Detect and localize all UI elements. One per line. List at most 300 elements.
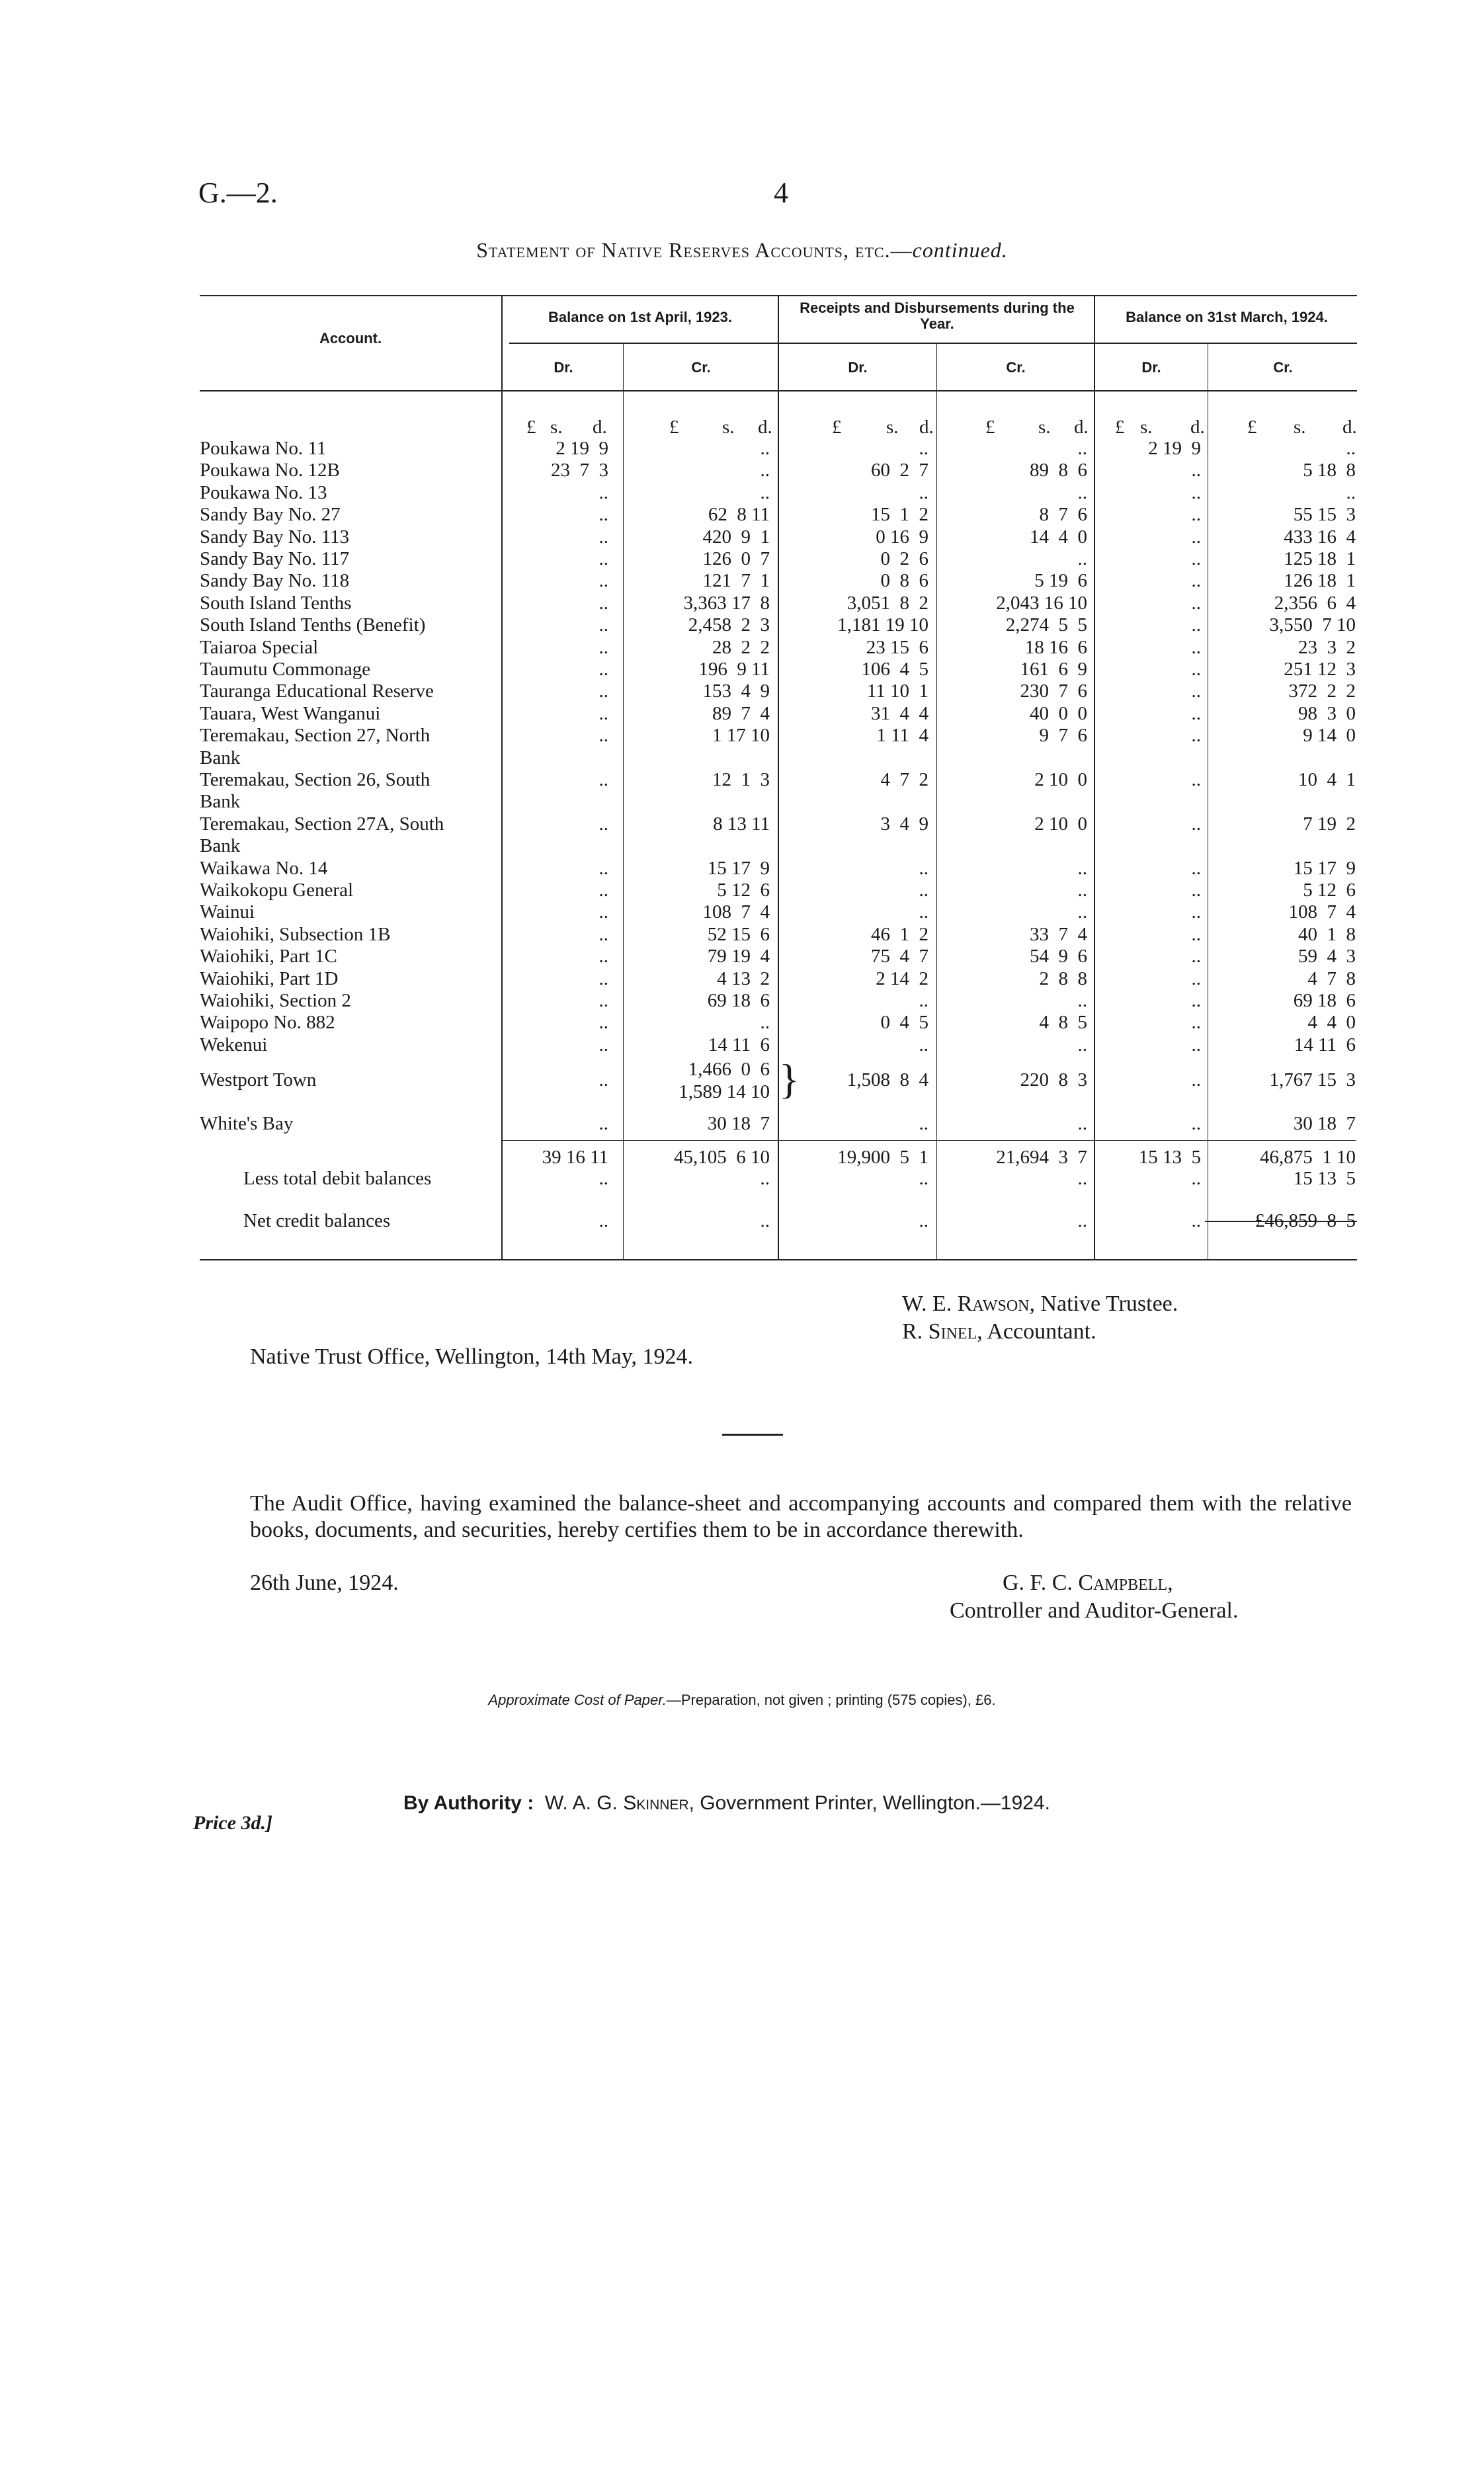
table-cell: .. [1191,548,1201,569]
table-cell: .. [598,614,608,636]
table-cell: .. [919,880,928,901]
row-label-text: Tauranga Educational Reserve [200,680,434,702]
table-cell: 89 8 6 [1030,460,1087,481]
row-label-text: Waiohiki, Part 1C [200,946,337,967]
table-cell: 10 4 1 [1298,769,1356,790]
table-cell: 60 2 7 [871,460,928,481]
table-cell: 14 11 6 [1294,1034,1356,1055]
table-cell: 2,274 5 5 [1005,614,1087,636]
table-cell: 0 4 5 [880,1012,928,1034]
table-cell: 40 1 8 [1298,923,1356,945]
table-cell: 126 0 7 [702,548,770,569]
row-label-continued: Bank [200,835,241,857]
table-cell: 54 9 6 [1030,946,1087,967]
table-cell: 433 16 4 [1284,526,1356,548]
table-cell: .. [1191,880,1201,901]
subhead-dr: Dr. [848,359,868,376]
brace-mark: } [779,1055,800,1103]
table-cell: 2,356 6 4 [1274,592,1356,614]
table-cell: .. [1191,659,1201,680]
unit-label: d. [1342,417,1357,438]
table-cell: 1,508 8 4 [846,1069,928,1091]
table-cell: .. [1191,901,1201,923]
table-cell: 23 3 2 [1298,636,1356,658]
audit-certificate: The Audit Office, having examined the balance-sheet and accompanying accounts and compared them with the relative books, documents, and securities, hereby certifies them to be in accordance therewith. [250,1491,1352,1542]
row-label-text: Sandy Bay No. 118 [200,570,350,592]
table-cell: 108 7 4 [1288,901,1356,923]
col-divider [623,343,624,1259]
table-cell: .. [1191,460,1201,481]
table-cell: .. [598,659,608,680]
net-label: Net credit balances [243,1210,391,1231]
table-cell: 45,105 6 10 [674,1147,770,1168]
unit-label: d. [919,417,934,438]
authority-label: By Authority : [403,1792,534,1814]
accountant-signature [902,1319,1096,1345]
table-cell: 28 2 2 [712,636,770,658]
row-label [200,946,497,967]
table-cell: .. [919,1113,928,1135]
table-cell: .. [598,592,608,614]
table-bottom-rule [200,1259,1357,1260]
table-cell: .. [1077,857,1087,879]
unit-label: s. [1294,417,1306,438]
table-cell: .. [760,1210,770,1231]
auditor-name [1003,1570,1173,1596]
table-cell: 196 9 11 [698,659,770,680]
table-cell: .. [598,769,608,790]
table-cell: 4 13 2 [717,967,770,989]
table-cell: .. [1077,438,1087,459]
row-label [200,901,497,923]
col-divider [501,295,503,1259]
row-label [200,769,497,790]
table-cell: .. [1191,481,1201,503]
auditor-title: Controller and Auditor-General. [950,1598,1239,1623]
table-cell: .. [1191,813,1201,835]
row-label-text: Wekenui [200,1034,268,1055]
row-label [200,548,497,569]
row-label-text: Teremakau, Section 27, North [200,725,431,747]
table-cell: .. [598,880,608,901]
row-label [200,880,497,901]
table-cell: 1,589 14 10 [679,1081,770,1103]
subhead-cr: Cr. [691,359,711,376]
unit-label: £ [669,417,679,438]
table-cell: 2 8 8 [1039,967,1087,989]
table-cell: 5 12 6 [1303,880,1356,901]
table-cell: 62 8 11 [708,504,770,526]
document-reference: G.—2. [198,177,278,209]
unit-label: £ [526,417,536,438]
cost-label: Approximate Cost of Paper. [488,1692,667,1708]
row-label [200,968,497,989]
table-cell: .. [598,702,608,724]
table-cell: .. [919,438,928,459]
row-label-text: Tauara, West Wanganui [200,702,381,724]
table-cell: 30 18 7 [1293,1113,1356,1135]
table-cell: .. [1191,923,1201,945]
office-line: Native Trust Office, Wellington, 14th May, 1924. [250,1344,693,1369]
table-cell: .. [1191,1012,1201,1034]
table-cell: .. [598,923,608,945]
table-cell: 126 18 1 [1284,570,1356,592]
table-cell: .. [1346,481,1356,503]
row-label [200,1113,497,1134]
table-cell: 372 2 2 [1288,680,1356,702]
table-cell: 14 4 0 [1030,526,1087,548]
table-cell: 153 4 9 [702,680,770,702]
trustee-signature [902,1291,1178,1317]
table-cell: 1 11 4 [876,725,928,747]
price: Price 3d.] [193,1812,272,1834]
subhead-cr: Cr. [1273,359,1293,376]
table-cell: 14 11 6 [708,1034,770,1055]
cost-note [0,1692,1484,1709]
table-cell: 23 15 6 [866,636,928,658]
table-cell: 15 13 5 [1293,1168,1356,1189]
table-cell: 108 7 4 [702,901,770,923]
table-cell: .. [1191,1210,1201,1231]
row-label-text: Waiohiki, Subsection 1B [200,923,391,945]
unit-label: d. [758,417,772,438]
table-cell: 69 18 6 [707,990,770,1011]
table-cell: .. [919,1168,928,1189]
table-cell: 5 18 8 [1303,460,1356,481]
row-label-text: Waipopo No. 882 [200,1012,335,1034]
table-cell: .. [1191,570,1201,592]
row-label [200,482,497,503]
table-cell: .. [598,680,608,702]
subhead-cr: Cr. [1006,359,1026,376]
table-cell: .. [919,481,928,503]
table-cell: 2 14 2 [876,967,928,989]
table-cell: .. [1191,1113,1201,1135]
table-cell: 125 18 1 [1284,548,1356,569]
table-cell: 12 1 3 [712,769,770,790]
less-label: Less total debit balances [243,1168,432,1189]
table-cell: 59 4 3 [1298,946,1356,967]
row-label-text: Wainui [200,901,255,923]
table-cell: 9 7 6 [1039,725,1087,747]
row-label-text: Westport Town [200,1069,317,1091]
table-cell: .. [919,1034,928,1055]
subhead-dr: Dr. [1141,359,1161,376]
table-cell: 9 14 0 [1303,725,1356,747]
table-cell: 75 4 7 [871,946,928,967]
table-cell: .. [1077,1168,1087,1189]
table-cell: 19,900 5 1 [837,1147,928,1168]
table-cell: 15 13 5 [1138,1147,1201,1168]
row-label [200,614,497,636]
unit-label: £ [1115,417,1125,438]
table-cell: .. [1077,1113,1087,1135]
table-cell: .. [598,526,608,548]
table-cell: 3,550 7 10 [1269,614,1356,636]
table-cell: 161 6 9 [1020,659,1087,680]
title-continued: continued. [912,238,1008,262]
col-divider [778,295,779,1259]
table-cell: 4 7 2 [880,769,928,790]
unit-label: d. [1190,417,1205,438]
row-label [200,858,497,879]
auditor-name-text: G. F. C. Campbell, [1003,1571,1173,1595]
unit-label: d. [1074,417,1089,438]
table-cell: 89 7 4 [712,702,770,724]
table-cell: .. [760,438,770,459]
row-label-text: Sandy Bay No. 113 [200,526,350,548]
cost-text: —Preparation, not given ; printing (575 copies), £6. [666,1692,996,1708]
unit-label: £ [985,417,995,438]
table-cell: .. [1191,946,1201,967]
totals-rule [503,1140,1356,1141]
unit-label: s. [1038,417,1051,438]
authority-line [403,1792,1050,1815]
table-cell: .. [598,967,608,989]
table-cell: 52 15 6 [707,923,770,945]
table-cell: 1,466 0 6 [688,1059,770,1081]
table-cell: 251 12 3 [1284,659,1356,680]
table-cell: 106 4 5 [861,659,928,680]
table-cell: 46,875 1 10 [1260,1147,1356,1168]
row-label [200,924,497,945]
table-cell: .. [1191,592,1201,614]
table-cell: .. [1346,438,1356,459]
table-cell: .. [598,946,608,967]
table-cell: .. [598,857,608,879]
table-cell: .. [598,813,608,835]
row-label [200,813,497,835]
table-cell: 98 3 0 [1298,702,1356,724]
group-header-closing: Balance on 31st March, 1924. [1126,309,1328,325]
table-cell: .. [1077,1034,1087,1055]
col-divider [936,343,937,1259]
group-rule [509,343,1357,344]
table-cell: 2 19 9 [1148,438,1201,459]
table-cell: 3,051 8 2 [846,592,928,614]
table-cell: .. [598,901,608,923]
row-label [200,504,497,525]
separator [722,1434,783,1436]
unit-label: d. [593,417,607,438]
audit-date: 26th June, 1924. [250,1571,399,1595]
table-cell: 11 10 1 [866,680,928,702]
unit-label: £ [1247,417,1257,438]
table-cell: .. [919,901,928,923]
row-label [200,1069,497,1090]
table-cell: 8 13 11 [713,813,770,835]
table-cell: .. [760,460,770,481]
row-label-text: Waikawa No. 14 [200,857,328,879]
table-cell: .. [1191,725,1201,747]
table-cell: 0 2 6 [880,548,928,569]
group-header-opening: Balance on 1st April, 1923. [548,309,732,325]
table-cell: 2,458 2 3 [688,614,770,636]
row-label [200,570,497,591]
unit-label: s. [886,417,899,438]
unit-label: s. [722,417,735,438]
table-cell: .. [598,725,608,747]
row-label [200,659,497,680]
row-label [200,593,497,614]
table-cell: 46 1 2 [871,923,928,945]
table-cell: .. [1191,769,1201,790]
table-cell: 4 7 8 [1307,967,1356,989]
table-cell: .. [1191,967,1201,989]
table-cell: .. [598,990,608,1011]
table-cell: 2,043 16 10 [996,592,1087,614]
row-label-text: South Island Tenths [200,592,352,614]
table-cell: .. [1077,548,1087,569]
table-cell: 18 16 6 [1024,636,1087,658]
table-cell: .. [1077,901,1087,923]
row-label-text: Waiohiki, Part 1D [200,967,339,989]
table-cell: .. [1191,504,1201,526]
table-cell: 121 7 1 [702,570,770,592]
row-label-text: Sandy Bay No. 27 [200,504,341,526]
table-cell: 2 19 9 [556,438,608,459]
table-cell: .. [1077,1210,1087,1231]
table-cell: 30 18 7 [707,1113,770,1135]
row-label-continued: Bank [200,747,241,768]
table-cell: .. [1191,857,1201,879]
table-cell: .. [760,1012,770,1034]
table-cell: .. [760,481,770,503]
unit-label: s. [1140,417,1153,438]
table-cell: .. [598,481,608,503]
table-cell: .. [598,504,608,526]
table-cell: 1 17 10 [712,725,770,747]
row-label-text: Taumutu Commonage [200,659,371,680]
table-cell: .. [598,1168,608,1189]
row-label-text: South Island Tenths (Benefit) [200,614,426,636]
row-label [200,460,497,481]
printer-name: W. A. G. Skinner [544,1792,689,1814]
table-cell: 2 10 0 [1034,769,1087,790]
table-cell: .. [760,1168,770,1189]
accountant-name: R. Sinel [902,1319,977,1344]
table-cell: .. [598,636,608,658]
row-label [200,1034,497,1055]
row-label [200,703,497,724]
table-cell: 2 10 0 [1034,813,1087,835]
table-cell: .. [1191,1069,1201,1091]
table-cell: £46,859 8 5 [1255,1210,1356,1231]
trustee-title: , Native Trustee. [1029,1292,1178,1316]
table-cell: 55 15 3 [1293,504,1356,526]
row-label [200,680,497,702]
row-label [200,1012,497,1033]
table-cell: .. [919,857,928,879]
table-cell: .. [598,1012,608,1034]
table-cell: .. [1077,880,1087,901]
table-cell: 0 16 9 [876,526,928,548]
unit-label: £ [832,417,842,438]
table-cell: .. [1191,680,1201,702]
row-label-text: Teremakau, Section 27A, South [200,813,444,835]
row-label-text: Poukawa No. 12B [200,460,340,481]
row-label-text: Waikokopu General [200,880,353,901]
row-label [200,725,497,746]
table-cell: 39 16 11 [542,1147,608,1168]
row-label [200,637,497,658]
table-cell: 31 4 4 [871,702,928,724]
table-cell: 4 8 5 [1039,1012,1087,1034]
table-cell: .. [1077,481,1087,503]
col-divider [1094,295,1095,1259]
row-label-text: White's Bay [200,1113,294,1135]
row-label [200,438,497,459]
table-cell: 21,694 3 7 [996,1147,1087,1168]
page-number: 4 [774,177,788,209]
table-cell: 0 8 6 [880,570,928,592]
table-cell: 79 19 4 [707,946,770,967]
table-cell: .. [1191,990,1201,1011]
table-cell: .. [1077,990,1087,1011]
table-cell: .. [1191,1168,1201,1189]
unit-label: s. [550,417,563,438]
table-cell: 69 18 6 [1293,990,1356,1011]
title-main: Statement of Native Reserves Accounts, etc.— [476,238,913,262]
row-label-text: Poukawa No. 11 [200,438,327,459]
table-cell: .. [1191,526,1201,548]
table-cell: .. [598,1210,608,1231]
table-cell: 15 1 2 [871,504,928,526]
row-label-text: Teremakau, Section 26, South [200,769,431,790]
table-cell: 1,767 15 3 [1269,1069,1356,1091]
table-cell: .. [1191,614,1201,636]
table-cell: 420 9 1 [702,526,770,548]
table-cell: 5 12 6 [717,880,770,901]
table-cell: .. [1191,1034,1201,1055]
table-cell: 220 8 3 [1020,1069,1087,1091]
table-cell: 1,181 19 10 [837,614,928,636]
row-label-continued: Bank [200,791,241,813]
row-label-text: Poukawa No. 13 [200,481,327,503]
table-cell: 3,363 17 8 [683,592,770,614]
table-cell: 23 7 3 [551,460,608,481]
printer-rest: , Government Printer, Wellington.—1924. [688,1792,1050,1814]
group-header-movements: Receipts and Disbursements during the Year. [800,300,1075,332]
table-cell: .. [598,1069,608,1091]
row-label-text: Taiaroa Special [200,636,319,658]
accountant-title: , Accountant. [977,1319,1096,1344]
subhead-dr: Dr. [554,359,573,376]
table-cell: 230 7 6 [1020,680,1087,702]
table-cell: .. [598,570,608,592]
table-cell: 5 19 6 [1034,570,1087,592]
table-cell: 4 4 0 [1307,1012,1356,1034]
page-title [0,238,1484,263]
table-cell: 3 4 9 [880,813,928,835]
trustee-name: W. E. Rawson [902,1292,1030,1316]
row-label-text: Sandy Bay No. 117 [200,548,350,569]
table-cell: 15 17 9 [707,857,770,879]
table-cell: 8 7 6 [1039,504,1087,526]
table-cell: .. [598,548,608,569]
table-cell: .. [1191,636,1201,658]
table-cell: 7 19 2 [1303,813,1356,835]
table-cell: .. [598,1034,608,1055]
table-cell: 15 17 9 [1293,857,1356,879]
table-cell: .. [598,1113,608,1135]
row-label [200,526,497,548]
table-cell: .. [919,1210,928,1231]
table-cell: .. [1191,702,1201,724]
row-label-text: Waiohiki, Section 2 [200,990,351,1011]
account-header: Account. [319,330,382,347]
table-cell: .. [919,990,928,1011]
